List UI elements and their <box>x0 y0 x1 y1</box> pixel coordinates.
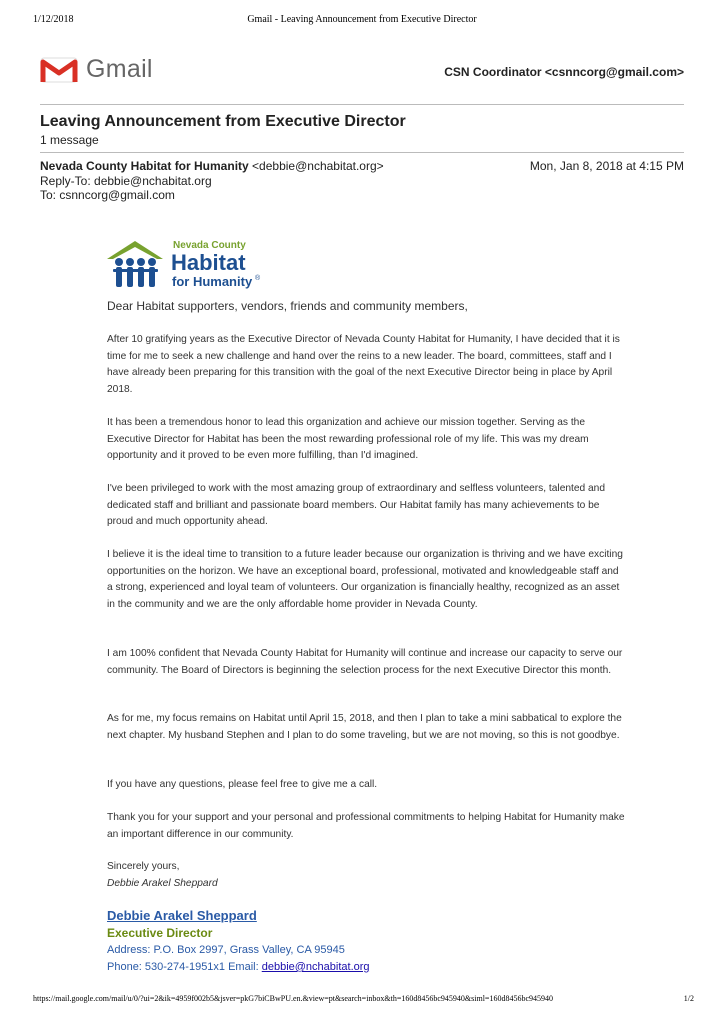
print-title: Gmail - Leaving Announcement from Executive Director <box>247 14 477 25</box>
message-count: 1 message <box>40 133 99 147</box>
roof-icon <box>107 241 163 259</box>
signature-title: Executive Director <box>107 926 213 940</box>
sender-name: Nevada County Habitat for Humanity <box>40 159 249 173</box>
account-label: CSN Coordinator <csnncorg@gmail.com> <box>444 65 684 79</box>
logo-line2: Habitat <box>171 250 246 275</box>
body-paragraph <box>107 646 627 679</box>
paragraph-2: It has been a tremendous honor to lead this organization and achieve our mission together. Serving as the Executive Director for Habitat has been the most rewarding professional role of my life. This was my dream opportunity and it proved to be even more fulfilling, than I'd imagined. <box>107 417 589 461</box>
paragraph-6: As for me, my focus remains on Habitat until April 15, 2018, and then I plan to take a mini sabbatical to explore the next chapter. My husband Stephen and I plan to do some traveling, but we are not moving, so this is not goodbye. <box>107 713 622 741</box>
greeting: Dear Habitat supporters, vendors, friends and community members, <box>107 299 468 313</box>
body-paragraph <box>107 810 627 843</box>
paragraph-3: I've been privileged to work with the most amazing group of extraordinary and selfless volunteers, talented and dedicated staff and brilliant and passionate board members. Our Habitat family has many achievements to be proud and much opportunity ahead. <box>107 483 606 527</box>
paragraph-1: After 10 gratifying years as the Executive Director of Nevada County Habitat for Humanity, I have decided that it is time for me to seek a new challenge and hand over the reins to a new leader. The board, committees, staff and I have already been preparing for this transition with the goal of the next Executive Director being in place by April 2018. <box>107 334 620 395</box>
gmail-m-icon <box>40 56 78 84</box>
divider <box>40 104 684 105</box>
body-paragraph <box>107 711 627 744</box>
paragraph-4: I believe it is the ideal time to transition to a future leader because our organization is thriving and we have exciting opportunities on the horizon. We have an exceptional board, professional, motivated and knowledgeable staff and a strong, experienced and loyal team of volunteers. Our organization is financially healthy, recognized as an asset in the community and we are the only affordable home provider in Nevada County. <box>107 549 623 610</box>
gmail-wordmark: Gmail <box>86 55 153 83</box>
body-paragraph <box>107 547 627 613</box>
page-number: 1/2 <box>683 994 694 1003</box>
signature-email-link[interactable]: debbie@nchabitat.org <box>261 961 370 973</box>
signature-phone: Phone: 530-274-1951x1 Email: <box>107 961 259 973</box>
logo-reg: ® <box>255 275 261 282</box>
body-paragraph <box>107 481 627 531</box>
footer-url: https://mail.google.com/mail/u/0/?ui=2&ik=4959f002b5&jsver=pkG7biCBwPU.en.&view=pt&search=inbox&th=160d8456bc945940&siml=160d8456bc945940 <box>33 994 553 1003</box>
email-subject: Leaving Announcement from Executive Director <box>40 113 406 130</box>
body-paragraph <box>107 415 627 465</box>
closing-name: Debbie Arakel Sheppard <box>107 878 218 889</box>
paragraph-5: I am 100% confident that Nevada County Habitat for Humanity will continue and increase our capacity to serve our community. The Board of Directors is beginning the selection process for the next Executive Director this month. <box>107 648 623 676</box>
body-paragraph <box>107 777 627 794</box>
divider <box>40 152 684 153</box>
paragraph-8: Thank you for your support and your personal and professional commitments to helping Habitat for Humanity make an important difference in our community. <box>107 812 625 840</box>
signature-address: Address: P.O. Box 2997, Grass Valley, CA 95945 <box>107 944 345 956</box>
gmail-logo[interactable] <box>40 55 153 84</box>
paragraph-7: If you have any questions, please feel free to give me a call. <box>107 779 378 790</box>
people-icon <box>113 258 158 287</box>
body-paragraph <box>107 332 627 398</box>
logo-line3: for Humanity <box>172 274 253 289</box>
signature-phone-line <box>107 961 370 973</box>
reply-to: Reply-To: debbie@nchabitat.org <box>40 174 212 188</box>
logo-line1: Nevada County <box>173 240 246 251</box>
print-date: 1/12/2018 <box>33 14 74 25</box>
habitat-logo <box>105 237 265 292</box>
closing: Sincerely yours, <box>107 861 180 872</box>
sent-date: Mon, Jan 8, 2018 at 4:15 PM <box>529 159 684 173</box>
to-line: To: csnncorg@gmail.com <box>40 188 175 202</box>
signature-name-link[interactable]: Debbie Arakel Sheppard <box>107 908 257 923</box>
sender-email: <debbie@nchabitat.org> <box>252 159 384 173</box>
sender-line <box>40 159 384 173</box>
